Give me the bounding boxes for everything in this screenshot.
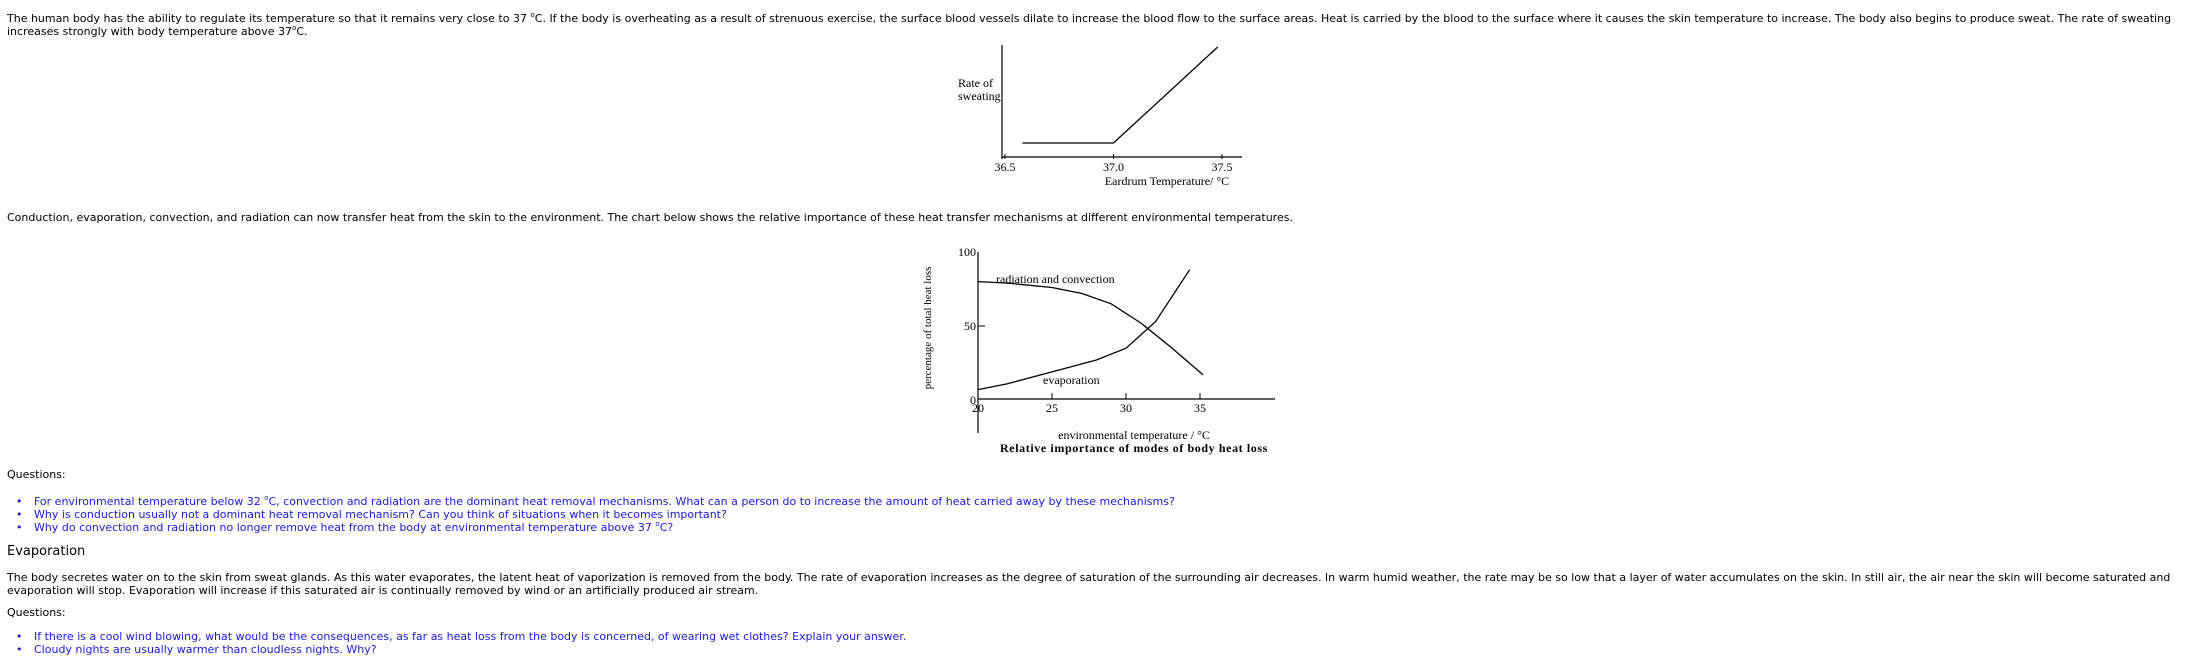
radiation-convection-line [978, 282, 1203, 375]
sweating-chart-x-tick-label: 37.5 [1211, 160, 1233, 174]
question-item[interactable]: • Cloudy nights are usually warmer than cloudless nights. Why? [7, 643, 906, 656]
evaporation-paragraph: The body secretes water on to the skin from sweat glands. As this water evaporates, the latent heat of vaporization is removed from the body. The rate of evaporation increases as the degree of saturation of the surrounding air decreases. In warm humid weather, the rate may be so low that a layer of water accumulates on the skin. In still air, the air near the skin will become saturated and evaporation will stop. Evaporation will increase if this saturated air is continually removed by wind or an artificially produced air stream. [7, 571, 2171, 597]
questions-list [7, 630, 906, 656]
question-text: C, convection and radiation are the dominant heat removal mechanisms. What can a person do to increase the amount of heat carried away by these mechanisms? [268, 495, 1175, 508]
degree-mark: o [530, 11, 535, 19]
question-text: Why do convection and radiation no longer remove heat from the body at environmental temperature above 37 [34, 521, 656, 534]
question-item[interactable]: • Why is conduction usually not a dominant heat removal mechanism? Can you think of situations when it becomes important? [7, 508, 1175, 521]
questions-label: Questions: [7, 606, 66, 619]
sweating-chart-x-tick-label: 37.0 [1103, 160, 1124, 174]
evaporation-line [978, 270, 1190, 390]
sweating-chart-ylabel-line1: Rate of [958, 76, 993, 90]
questions-label: Questions: [7, 468, 66, 481]
heat-loss-chart-x-tick-label: 30 [1120, 401, 1132, 415]
heat-loss-chart [915, 240, 1295, 460]
sweating-chart-xlabel: Eardrum Temperature/ °C [1104, 174, 1230, 188]
heat-loss-chart-ylabel: percentage of total heat loss [922, 266, 934, 390]
heat-loss-chart-y-tick-label: 0 [970, 393, 976, 407]
sweating-chart-ylabel-line2: sweating [958, 89, 1001, 103]
intro-paragraph [7, 12, 2182, 38]
heat-loss-chart-x-tick-label: 35 [1194, 401, 1206, 415]
heat-loss-chart-x-tick-label: 20 [972, 401, 984, 415]
heat-loss-chart-x-tick-label: 25 [1046, 401, 1058, 415]
question-item[interactable] [7, 495, 1175, 508]
radiation-convection-label: radiation and convection [996, 272, 1115, 286]
degree-mark: o [655, 520, 660, 528]
heat-loss-chart-y-tick-label: 50 [964, 319, 976, 333]
question-item[interactable]: • If there is a cool wind blowing, what would be the consequences, as far as heat loss from the body is concerned, of wearing wet clothes? Explain your answer. [7, 630, 906, 643]
question-text: C? [659, 521, 674, 534]
heat-loss-chart-y-tick-label: 100 [958, 245, 976, 259]
sweating-rate-line [1022, 47, 1217, 143]
degree-mark: o [264, 494, 269, 502]
evaporation-label: evaporation [1043, 373, 1100, 387]
heat-transfer-paragraph: Conduction, evaporation, convection, and radiation can now transfer heat from the skin to the environment. The chart below shows the relative importance of these heat transfer mechanisms at different environmental temperatures. [7, 211, 1293, 224]
sweating-rate-chart [950, 40, 1250, 190]
question-item[interactable] [7, 521, 1175, 534]
question-text: For environmental temperature below 32 [34, 495, 265, 508]
sweating-chart-x-tick-label: 36.5 [994, 160, 1016, 174]
intro-text-2: C. If the body is overheating as a result of strenuous exercise, the surface blood vessels dilate to increase the blood flow to the surface areas. Heat is carried by the blood to the surface where it causes the skin temperature to increase. The body also begins to produce sweat. The rate of sweating increases strongly with body temperature above 37 [7, 12, 2172, 38]
intro-text-3: C. [296, 25, 308, 38]
heat-loss-chart-xlabel: environmental temperature / °C [1058, 428, 1210, 442]
questions-list [7, 495, 1175, 534]
intro-text-1: The human body has the ability to regulate its temperature so that it remains very close to 37 [7, 12, 531, 25]
heat-loss-chart-title: Relative importance of modes of body heat loss [1000, 441, 1268, 455]
evaporation-heading: Evaporation [7, 544, 86, 559]
degree-mark: o [292, 24, 297, 32]
